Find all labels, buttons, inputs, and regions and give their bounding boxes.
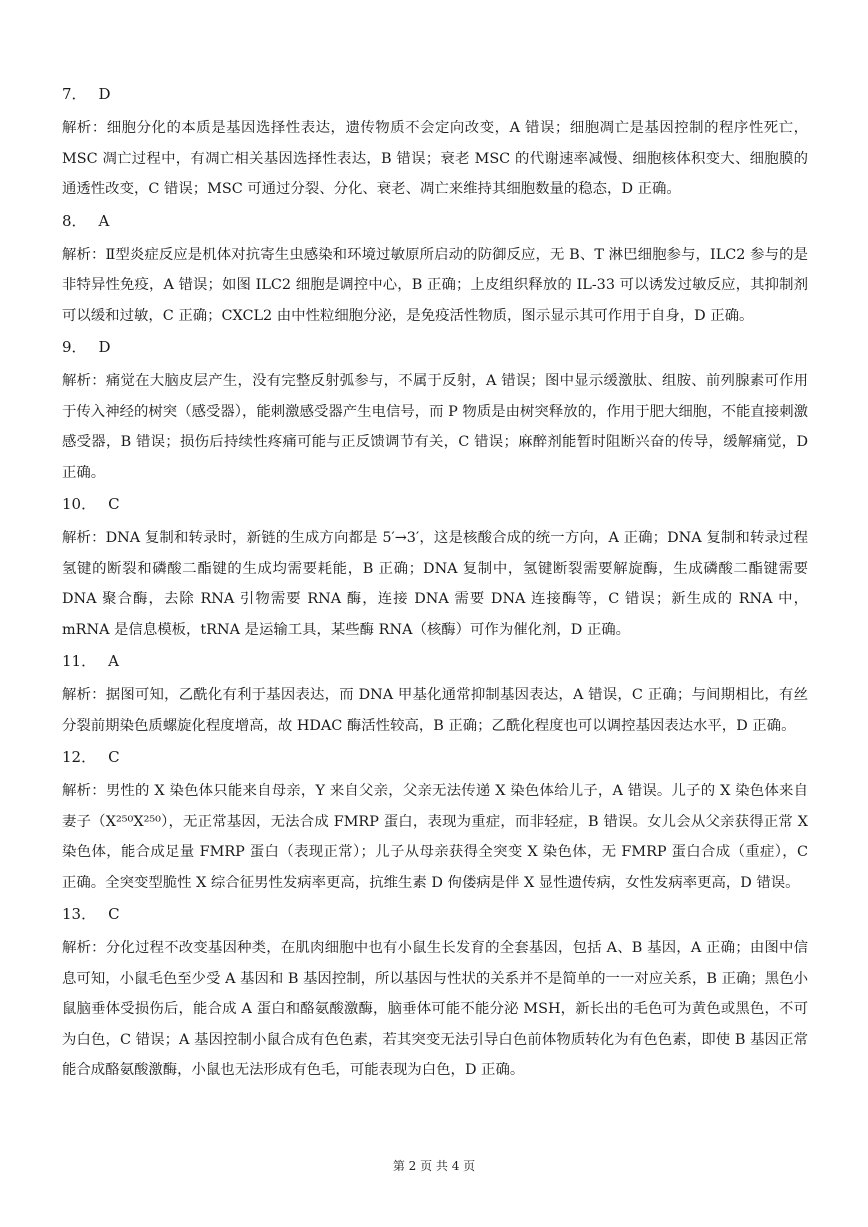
question-explanation: [62, 523, 808, 645]
question-9: [62, 337, 808, 488]
question-explanation: [62, 366, 808, 488]
explanation-text: 据图可知，乙酰化有利于基因表达，而 DNA 甲基化通常抑制基因表达，A 错误，C 正确；与间期相比，有丝分裂前期染色质螺旋化程度增高，故 HDAC 酶活性较高，B 正确；乙酰化程度也可以调控基因表达水平，D 正确。: [62, 687, 808, 734]
explanation-label: 解析：: [62, 373, 106, 389]
question-answer: A: [98, 211, 110, 230]
question-8: [62, 211, 808, 332]
question-explanation: [62, 113, 808, 205]
question-header: [62, 904, 808, 924]
explanation-text: 分化过程不改变基因种类，在肌肉细胞中也有小鼠生长发育的全套基因，包括 A、B 基因，A 正确；由图中信息可知，小鼠毛色至少受 A 基因和 B 基因控制，所以基因与性状的关系并不是简单的一一对应关系，B 正确；黑色小鼠脑垂体受损伤后，能合成 A 蛋白和酪氨酸激酶，脑垂体可能不能分泌 MSH，新长出的毛色可为黄色或黑色，不可为白色，C 错误；A 基因控制小鼠合成有色色素，若其突变无法引导白色前体物质转化为有色色素，即使 B 基因正常能合成酪氨酸激酶，小鼠也无法形成有色毛，可能表现为白色，D 正确。: [62, 940, 808, 1078]
question-number: 13．: [62, 905, 97, 923]
question-answer: D: [98, 85, 111, 103]
explanation-text: Ⅱ型炎症反应是机体对抗寄生虫感染和环境过敏原所启动的防御反应，无 B、T 淋巴细胞参与，ILC2 参与的是非特异性免疫，A 错误；如图 ILC2 细胞是调控中心，B 正确；上皮组织释放的 IL-33 可以诱发过敏反应，其抑制剂可以缓和过敏，C 正确；CXCL2 由中性粒细胞分泌，是免疫活性物质，图示显示其可作用于自身，D 正确。: [62, 246, 808, 324]
question-number: 7．: [62, 85, 87, 103]
question-explanation: [62, 680, 808, 741]
explanation-label: 解析：: [62, 687, 106, 703]
question-7: [62, 84, 808, 205]
question-header: [62, 494, 808, 514]
question-explanation: [62, 240, 808, 332]
question-number: 9．: [62, 338, 87, 356]
question-answer: C: [108, 748, 120, 766]
question-answer: C: [108, 905, 120, 923]
question-explanation: [62, 776, 808, 898]
page-footer: 第 2 页 共 4 页: [392, 1159, 476, 1173]
question-answer: A: [108, 652, 119, 670]
explanation-label: 解析：: [62, 940, 106, 956]
question-number: 8．: [62, 211, 87, 230]
question-11: [62, 651, 808, 741]
question-number: 11．: [62, 652, 97, 670]
question-number: 12．: [62, 748, 97, 766]
explanation-label: 解析：: [62, 120, 107, 136]
question-13: [62, 904, 808, 1086]
question-10: [62, 494, 808, 645]
question-answer: C: [108, 495, 120, 513]
explanation-label: 解析：: [62, 246, 106, 263]
answer-explanations: [62, 84, 808, 1092]
question-number: 10．: [62, 495, 97, 513]
question-header: [62, 747, 808, 767]
question-answer: D: [98, 338, 111, 356]
explanation-label: 解析：: [62, 783, 106, 799]
question-12: [62, 747, 808, 898]
question-explanation: [62, 933, 808, 1086]
question-header: [62, 84, 808, 104]
explanation-text: 男性的 X 染色体只能来自母亲，Y 来自父亲，父亲无法传递 X 染色体给儿子，A 错误。儿子的 X 染色体来自妻子（X²⁵⁰X²⁵⁰），无正常基因，无法合成 FMRP 蛋白，表现为重症，而非轻症，B 错误。女儿会从父亲获得正常 X 染色体，能合成足量 FMRP 蛋白（表现正常）；儿子从母亲获得全突变 X 染色体，无 FMRP 蛋白合成（重症），C 正确。全突变型脆性 X 综合征男性发病率更高，抗维生素 D 佝偻病是伴 X 显性遗传病，女性发病率更高，D 错误。: [62, 783, 808, 891]
question-header: [62, 651, 808, 671]
question-header: [62, 337, 808, 357]
explanation-label: 解析：: [62, 530, 106, 546]
question-header: [62, 211, 808, 231]
explanation-text: DNA 复制和转录时，新链的生成方向都是 5′→3′，这是核酸合成的统一方向，A 正确；DNA 复制和转录过程氢键的断裂和磷酸二酯键的生成均需要耗能，B 正确；DNA 复制中，氢键断裂需要解旋酶，生成磷酸二酯键需要 DNA 聚合酶，去除 RNA 引物需要 RNA 酶，连接 DNA 需要 DNA 连接酶等，C 错误；新生成的 RNA 中，mRNA 是信息模板，tRNA 是运输工具，某些酶 RNA（核酶）可作为催化剂，D 正确。: [62, 530, 808, 638]
explanation-text: 细胞分化的本质是基因选择性表达，遗传物质不会定向改变，A 错误；细胞凋亡是基因控制的程序性死亡，MSC 凋亡过程中，有凋亡相关基因选择性表达，B 错误；衰老 MSC 的代谢速率减慢、细胞核体积变大、细胞膜的通透性改变，C 错误；MSC 可通过分裂、分化、衰老、凋亡来维持其细胞数量的稳态，D 正确。: [62, 120, 808, 197]
explanation-text: 痛觉在大脑皮层产生，没有完整反射弧参与，不属于反射，A 错误；图中显示缓激肽、组胺、前列腺素可作用于传入神经的树突（感受器），能刺激感受器产生电信号，而 P 物质是由树突释放的，作用于肥大细胞，不能直接刺激感受器，B 错误；损伤后持续性疼痛可能与正反馈调节有关，C 错误；麻醉剂能暂时阻断兴奋的传导，缓解痛觉，D 正确。: [62, 373, 808, 481]
